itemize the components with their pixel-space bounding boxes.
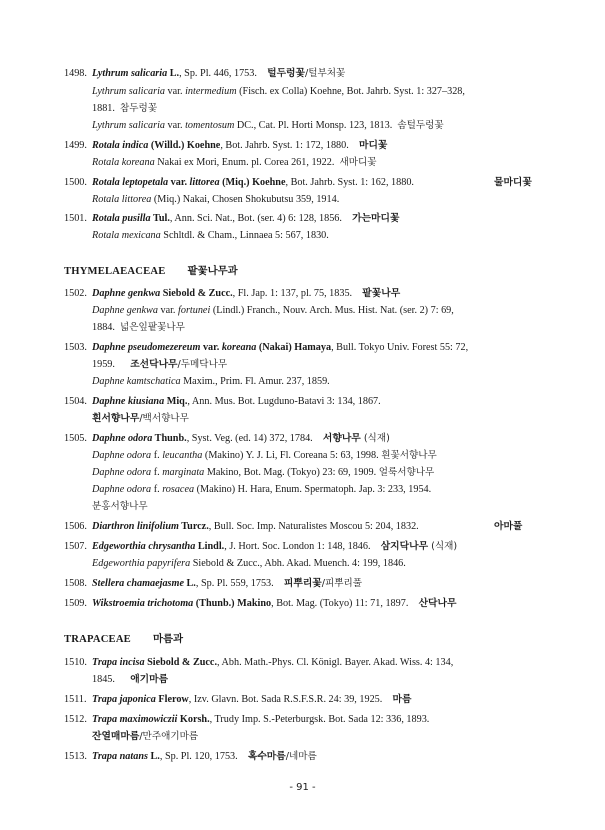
scientific-name: Trapa incisa <box>92 657 145 668</box>
publication: , Abh. Math.-Phys. Cl. Königl. Bayer. Akad. Wiss. 4: 134, <box>217 657 454 668</box>
entry-1510-cont <box>92 673 168 687</box>
scientific-name: Daphne odora <box>92 433 153 444</box>
family-korean-name: 마름과 <box>152 633 184 645</box>
entry-number: 1499. <box>64 140 87 151</box>
synonym-name: Daphne odora <box>92 467 152 478</box>
synonym-line <box>92 557 406 571</box>
epithet: marginata <box>162 467 205 478</box>
entry-1504-cont <box>92 412 189 426</box>
synonym-name: Daphne odora <box>92 484 152 495</box>
entry-1503-cont <box>92 358 227 372</box>
korean-name: 팥꽃나무 <box>362 288 401 299</box>
entry-number: 1506. <box>64 521 87 532</box>
entry-number: 1510. <box>64 657 87 668</box>
rank: var. <box>165 86 186 97</box>
family-korean-name: 팥꽃나무과 <box>187 265 238 277</box>
author: Tul. <box>152 213 170 224</box>
publication: , Bot. Mag. (Tokyo) 11: 71, 1897. <box>271 598 409 609</box>
synonym-name: Daphne odora <box>92 450 152 461</box>
author: Miq. <box>166 396 188 407</box>
entry-number: 1509. <box>64 598 87 609</box>
rank: f. <box>151 467 163 478</box>
korean-name: 아마풀 <box>494 521 523 532</box>
scientific-name: Daphne pseudomezereum <box>92 342 201 353</box>
entry-1512-cont <box>92 730 198 744</box>
korean-alt-name: /피뿌리풀 <box>321 578 363 589</box>
synonym-line <box>92 375 330 389</box>
publication: (Makino) Y. J. Li, Fl. Coreana 5: 63, 1998. <box>202 450 379 461</box>
korean-name: 얼룩서향나무 <box>378 467 435 478</box>
author: L. <box>169 68 180 79</box>
author: (Miq.) Koehne <box>219 177 286 188</box>
entry-number: 1502. <box>64 288 87 299</box>
rank: var. <box>200 342 222 353</box>
synonym-line <box>92 229 329 243</box>
publication: Schltdl. & Cham., Linnaea 5: 567, 1830. <box>160 230 329 241</box>
korean-name: 물마디꽃 <box>494 177 532 188</box>
publication: Maxim., Prim. Fl. Amur. 237, 1859. <box>180 376 330 387</box>
korean-name: 애기마름 <box>130 674 169 685</box>
korean-name: 마름 <box>392 694 412 705</box>
rank: f. <box>151 484 163 495</box>
scientific-name: Lythrum salicaria <box>92 68 168 79</box>
korean-name: 피뿌리꽃 <box>283 578 322 589</box>
scientific-name: Rotala leptopetala <box>92 177 169 188</box>
author: Siebold & Zucc. <box>162 288 233 299</box>
entry-number: 1508. <box>64 578 87 589</box>
korean-name: 서향나무 <box>322 433 361 444</box>
family-heading <box>64 264 238 279</box>
scientific-name: Daphne genkwa <box>92 288 161 299</box>
epithet: intermedium <box>185 86 237 97</box>
korean-name: 가는마디꽃 <box>352 213 400 224</box>
publication: , Bull. Tokyo Univ. Forest 55: 72, <box>331 342 469 353</box>
scientific-name: Daphne kiusiana <box>92 396 165 407</box>
synonym-line <box>92 449 437 463</box>
korean-name: 분홍서향나무 <box>92 501 148 512</box>
entry-number: 1513. <box>64 751 87 762</box>
rank: var. <box>157 305 179 316</box>
page-number: - 91 - <box>289 782 316 793</box>
synonym-line <box>92 483 431 497</box>
author: (Willd.) Koehne <box>150 140 221 151</box>
scientific-name: Trapa maximowiczii <box>92 714 178 725</box>
korean-name: 솜털두렁꽃 <box>397 120 444 131</box>
family-name: TRAPACEAE <box>64 634 131 645</box>
synonym-line-cont <box>92 321 185 335</box>
publication: (Fisch. ex Colla) Koehne, Bot. Jahrb. Syst. 1: 327–328, <box>236 86 465 97</box>
rank: var. <box>168 177 190 188</box>
publication: (Makino) H. Hara, Enum. Spermatoph. Jap. 3: 233, 1954. <box>194 484 432 495</box>
scientific-name: Wikstroemia trichotoma <box>92 598 194 609</box>
epithet: fortunei <box>178 305 211 316</box>
publication: , Fl. Jap. 1: 137, pl. 75, 1835. <box>232 288 353 299</box>
korean-name: 잔열매마름 <box>92 731 140 742</box>
synonym-line-cont <box>92 500 148 514</box>
publication: , Syst. Veg. (ed. 14) 372, 1784. <box>186 433 313 444</box>
scientific-name: Trapa natans <box>92 751 148 762</box>
epithet: leucantha <box>162 450 203 461</box>
family-name: THYMELAEACEAE <box>64 266 166 277</box>
synonym-name: Rotala mexicana <box>92 230 161 241</box>
korean-name: 흰꽃서향나무 <box>381 450 437 461</box>
publication: , Sp. Pl. 559, 1753. <box>195 578 274 589</box>
epithet: tomentosum <box>185 120 235 131</box>
scientific-name: Rotala indica <box>92 140 149 151</box>
scientific-name: Rotala pusilla <box>92 213 151 224</box>
scientific-name: Stellera chamaejasme <box>92 578 184 589</box>
publication-cont: 1881. <box>92 103 115 114</box>
synonym-name: Daphne genkwa <box>92 305 158 316</box>
synonym-line-cont <box>92 102 157 116</box>
epithet: koreana <box>221 342 257 353</box>
publication: (Miq.) Nakai, Chosen Shokubutsu 359, 1914. <box>151 194 340 205</box>
synonym-name: Edgeworthia papyrifera <box>92 558 191 569</box>
entry-number: 1500. <box>64 177 87 188</box>
entry-number: 1504. <box>64 396 87 407</box>
korean-note: (식재) <box>428 541 458 552</box>
entry-number: 1507. <box>64 541 87 552</box>
author: Thunb. <box>154 433 187 444</box>
author: (Thunb.) Makino <box>195 598 272 609</box>
author: L. <box>186 578 196 589</box>
publication: (Lindl.) Franch., Nouv. Arch. Mus. Hist. Nat. (ser. 2) 7: 69, <box>210 305 454 316</box>
publication: , Trudy Imp. S.-Peterburgsk. Bot. Sada 12: 336, 1893. <box>209 714 430 725</box>
rank: var. <box>165 120 186 131</box>
korean-name: 흰서향나무 <box>92 413 140 424</box>
entry-number: 1498. <box>64 68 87 79</box>
synonym-name: Lythrum salicaria <box>92 120 165 131</box>
family-heading <box>64 632 183 647</box>
publication-cont: 1959. <box>92 359 115 370</box>
korean-alt-name: /네마름 <box>285 751 317 762</box>
author: L. <box>150 751 160 762</box>
author: Flerow <box>158 694 189 705</box>
korean-name-1506 <box>494 520 522 534</box>
korean-alt-name: /만주애기마름 <box>139 731 199 742</box>
epithet: rosacea <box>162 484 195 495</box>
author: (Nakai) Hamaya <box>256 342 332 353</box>
publication: , Ann. Sci. Nat., Bot. (ser. 4) 6: 128, 1856. <box>169 213 342 224</box>
publication: , Bull. Soc. Imp. Naturalistes Moscou 5: 204, 1832. <box>208 521 419 532</box>
synonym-line <box>92 156 377 170</box>
korean-name: 참두렁꽃 <box>120 103 158 114</box>
publication: , J. Hort. Soc. London 1: 148, 1846. <box>224 541 371 552</box>
publication: , Sp. Pl. 120, 1753. <box>159 751 238 762</box>
korean-name: 마디꽃 <box>358 140 388 151</box>
author: Lindl. <box>197 541 225 552</box>
author: Turcz. <box>181 521 209 532</box>
publication: , Sp. Pl. 446, 1753. <box>179 68 257 79</box>
synonym-name: Rotala littorea <box>92 194 152 205</box>
korean-alt-name: /털부처꽃 <box>304 68 346 79</box>
publication: , Bot. Jahrb. Syst. 1: 162, 1880. <box>285 177 414 188</box>
entry-number: 1511. <box>64 694 87 705</box>
synonym-line <box>92 85 465 99</box>
korean-name: 새마디꽃 <box>339 157 377 168</box>
publication-cont: 1884. <box>92 322 115 333</box>
korean-name-1500 <box>494 176 532 190</box>
korean-alt-name: /백서향나무 <box>139 413 189 424</box>
scientific-name: Diarthron linifolium <box>92 521 179 532</box>
scientific-name: Edgeworthia chrysantha <box>92 541 196 552</box>
publication: , Izv. Glavn. Bot. Sada R.S.F.S.R. 24: 39, 1925. <box>188 694 383 705</box>
entry-number: 1503. <box>64 342 87 353</box>
scientific-name: Trapa japonica <box>92 694 156 705</box>
author: Siebold & Zucc. <box>147 657 217 668</box>
publication: DC., Cat. Pl. Horti Monsp. 123, 1813. <box>234 120 393 131</box>
korean-name: 산닥나무 <box>418 598 457 609</box>
epithet: littorea <box>189 177 220 188</box>
korean-name: 혹수마름 <box>247 751 286 762</box>
korean-alt-name: /두메닥나무 <box>177 359 228 370</box>
synonym-name: Rotala koreana <box>92 157 155 168</box>
author: Korsh. <box>179 714 210 725</box>
rank: f. <box>151 450 163 461</box>
synonym-name: Lythrum salicaria <box>92 86 165 97</box>
synonym-line <box>92 466 434 480</box>
korean-note: (식재) <box>360 433 390 444</box>
publication: Makino, Bot. Mag. (Tokyo) 23: 69, 1909. <box>204 467 377 478</box>
korean-name: 털두렁꽃 <box>267 68 305 79</box>
korean-name: 조선닥나무 <box>130 359 178 370</box>
publication: , Bot. Jahrb. Syst. 1: 172, 1880. <box>220 140 349 151</box>
entry-number: 1505. <box>64 433 87 444</box>
korean-name: 넓은잎팥꽃나무 <box>120 322 185 333</box>
entry-number: 1512. <box>64 714 87 725</box>
synonym-line <box>92 193 339 207</box>
publication: Siebold & Zucc., Abh. Akad. Muench. 4: 199, 1846. <box>190 558 406 569</box>
publication: Nakai ex Mori, Enum. pl. Corea 261, 1922. <box>154 157 335 168</box>
synonym-name: Daphne kamtschatica <box>92 376 181 387</box>
entry-number: 1501. <box>64 213 87 224</box>
synonym-line <box>92 304 454 318</box>
synonym-line <box>92 119 444 133</box>
korean-name: 삼지닥나무 <box>380 541 429 552</box>
publication: , Ann. Mus. Bot. Lugduno-Batavi 3: 134, 1867. <box>187 396 381 407</box>
publication-cont: 1845. <box>92 674 115 685</box>
